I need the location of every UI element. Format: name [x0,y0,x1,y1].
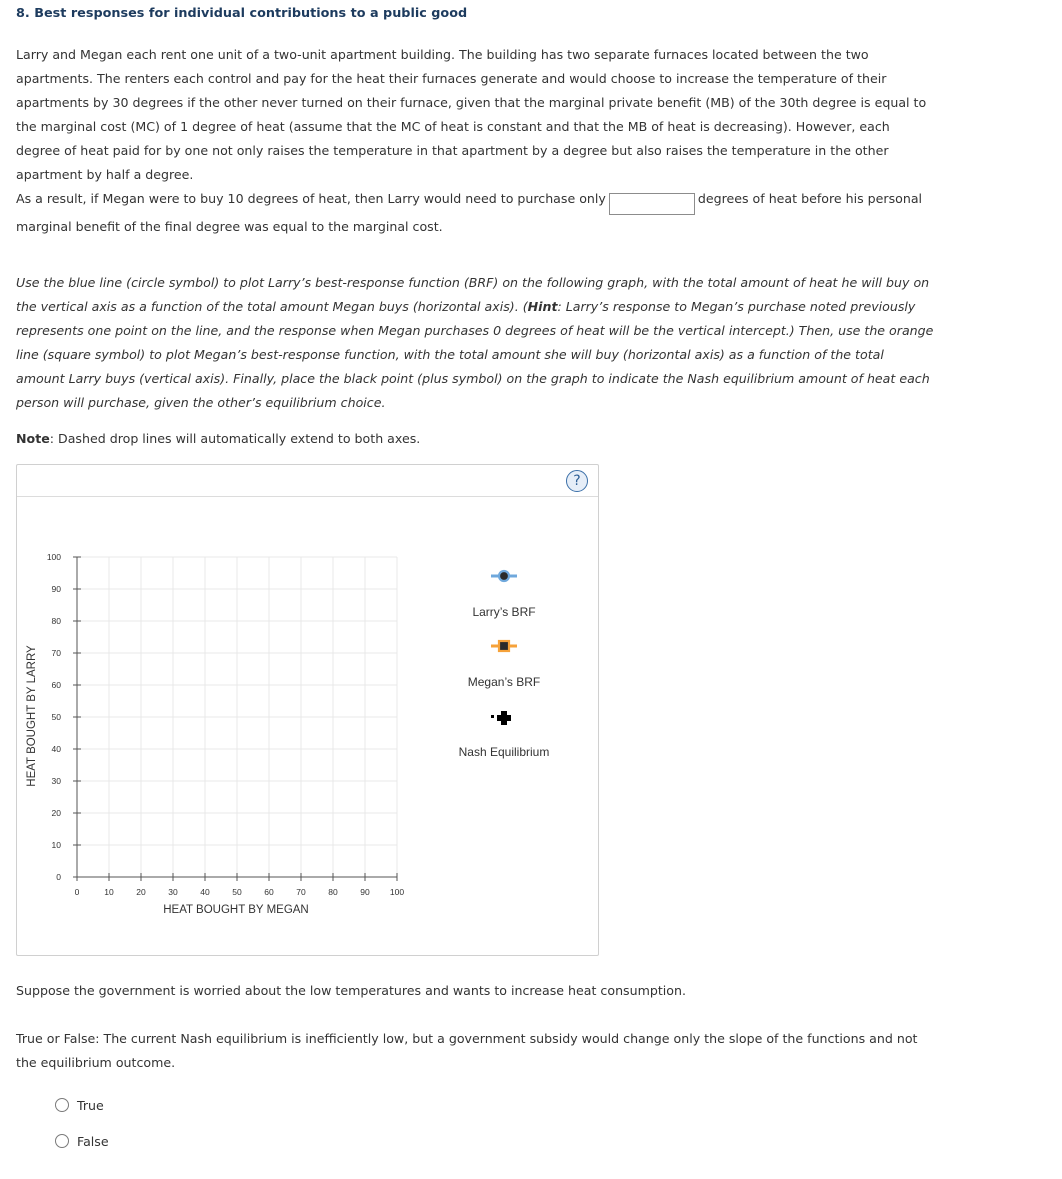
intro-paragraph: Larry and Megan each rent one unit of a two-unit apartment building. The building has two separate furnaces located between the two apartments. The renters each control and pay for the heat their furnaces generate and would choose to increase the temperature of their apartments by 30 degrees if the other never turned on their furnace, given that the marginal private benefit (MB) of the 30th degree is equal to the marginal cost (MC) of 1 degree of heat (assume that the MC of heat is constant and that the MB of heat is decreasing). However, each degree of heat paid for by one not only raises the temperature in that apartment by a degree but also raises the temperature in the other apartment by half a degree. [16,47,927,182]
graph-panel [16,464,599,956]
x-tick-label: 30 [168,887,178,897]
question-1-before: As a result, if Megan were to buy 10 degrees of heat, then Larry would need to purchase only [16,191,606,206]
x-tick-label: 100 [389,887,405,897]
option-false[interactable] [55,1132,109,1150]
legend [459,571,550,759]
x-tick-label: 40 [200,887,210,897]
larry-brf-tool[interactable] [472,571,535,619]
help-button[interactable]: ? [566,470,588,492]
x-tick-label: 80 [328,887,338,897]
y-axis-title: HEAT BOUGHT BY LARRY [26,645,38,787]
x-tick-label: 90 [360,887,370,897]
y-tick-label: 100 [46,552,61,562]
graph-instructions [16,271,936,415]
megan-brf-label: Megan’s BRF [467,675,541,689]
y-tick-label: 0 [56,872,61,882]
larry-degrees-input[interactable] [609,193,695,215]
question-1 [16,187,936,239]
megan-brf-tool[interactable] [468,641,540,689]
y-tick-label: 90 [51,584,61,594]
instructions-part-1: Use the blue line (circle symbol) to plot Larry’s best-response function (BRF) on the following graph, with the total amount of heat he will buy on the vertical axis as a function of the total amount Megan buys (horizontal axis). ( [16,275,930,314]
x-tick-label: 60 [264,887,274,897]
x-tick-label: 20 [136,887,146,897]
note-text: : Dashed drop lines will automatically extend to both axes. [49,431,421,446]
y-tick-label: 10 [51,840,61,850]
x-tick-label: 0 [74,887,80,897]
radio-button-true[interactable] [55,1098,69,1112]
y-tick-label: 70 [51,648,61,658]
question-1-after: degrees of heat before his personal marginal benefit of the final degree was equal to the marginal cost. [16,191,923,234]
larry-brf-label: Larry’s BRF [472,605,536,619]
x-axis-title: HEAT BOUGHT BY MEGAN [163,904,309,916]
y-tick-label: 40 [51,744,61,754]
instructions-part-2: : Larry’s response to Megan’s purchase noted previously represents one point on the line, and the response when Megan purchases 0 degrees of heat will be the vertical intercept.) Then, use the orange line (square symbol) to plot Megan’s best-response function, with the total amount she will buy (horizontal axis) as a function of the total amount Larry buys (vertical axis). Finally, place the black point (plus symbol) on the graph to indicate the Nash equilibrium amount of heat each person will purchase, given the other’s equilibrium choice. [16,299,934,410]
x-tick-label: 70 [296,887,306,897]
y-tick-label: 80 [51,616,61,626]
plus-icon-horizontal [497,715,511,721]
option-true[interactable] [55,1096,104,1114]
option-true-label: True [77,1097,104,1113]
nash-equilibrium-label: Nash Equilibrium [458,745,550,759]
hint-label: Hint [527,299,558,314]
nash-dot-icon [491,715,494,718]
circle-icon [499,571,509,581]
y-tick-label: 30 [51,776,61,786]
question-title: 8. Best responses for individual contributions to a public good [16,6,468,21]
note [16,427,936,451]
y-tick-label: 50 [51,712,61,722]
y-tick-label: 20 [51,808,61,818]
y-tick-label: 60 [51,680,61,690]
x-tick-label: 50 [232,887,242,897]
note-label: Note [16,431,50,446]
radio-button-false[interactable] [55,1134,69,1148]
x-tick-label: 10 [104,887,114,897]
grid [77,557,397,877]
option-false-label: False [77,1133,109,1149]
true-false-question: True or False: The current Nash equilibrium is inefficiently low, but a government subsidy would change only the slope of the functions and not the equilibrium outcome. [16,1031,918,1070]
government-statement: Suppose the government is worried about the low temperatures and wants to increase heat consumption. [16,983,686,998]
nash-equilibrium-tool[interactable] [459,711,550,759]
square-icon [499,641,509,651]
graph-canvas[interactable] [17,465,598,955]
